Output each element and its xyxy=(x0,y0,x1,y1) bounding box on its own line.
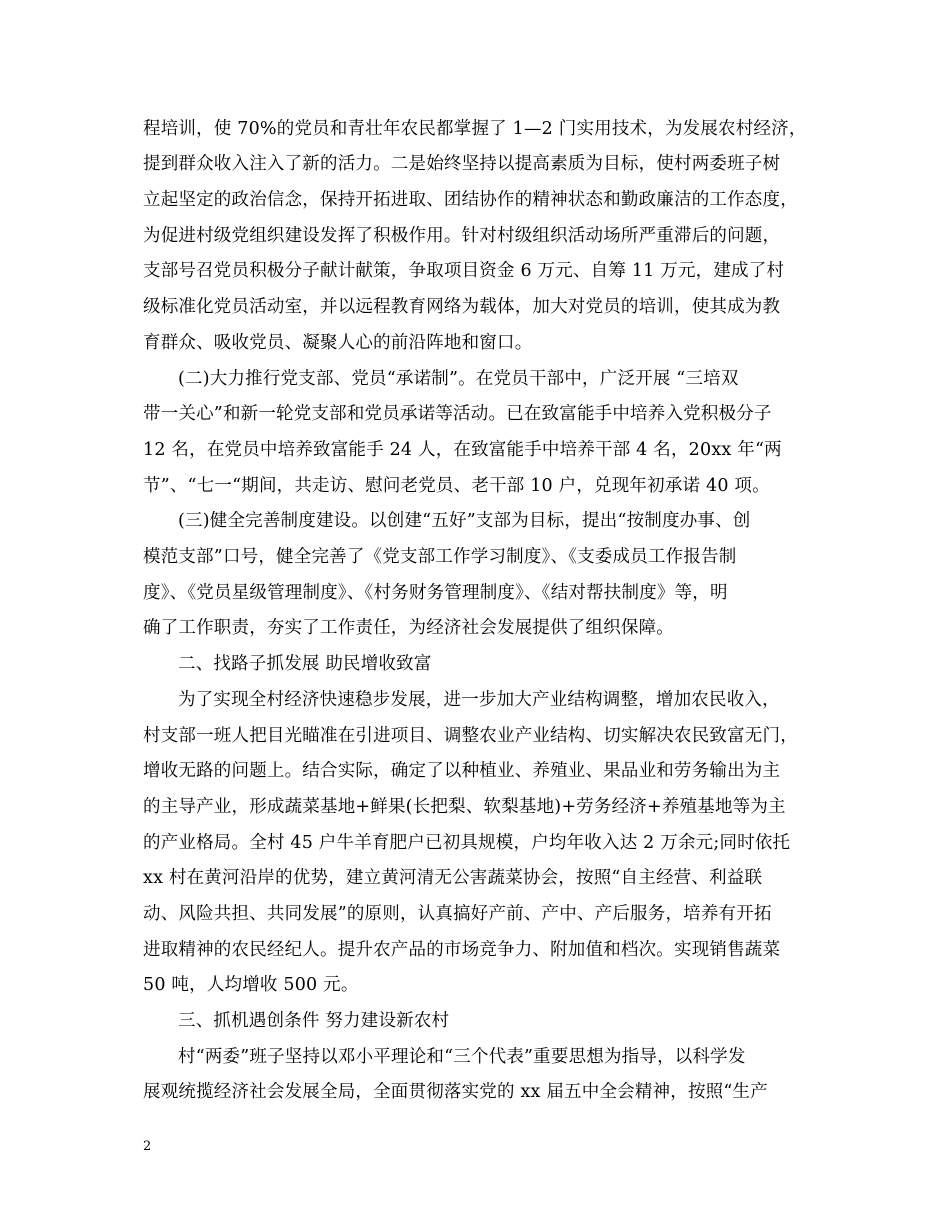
paragraph-first-line: (二)大力推行党支部、党员“承诺制”。在党员干部中，广泛开展 “三培双 xyxy=(178,369,739,389)
body-text-line: 程培训，使 70%的党员和青壮年农民都掌握了 1—2 门实用技术，为发展农村经济， xyxy=(143,119,807,139)
body-text-line: 的主导产业，形成蔬菜基地+鲜果(长把梨、软梨基地)+劳务经济+养殖基地等为主 xyxy=(143,797,786,817)
body-text-line: 动、风险共担、共同发展”的原则，认真搞好产前、产中、产后服务，培养有开拓 xyxy=(143,904,772,924)
body-text-line: 村支部一班人把目光瞄准在引进项目、调整农业产业结构、切实解决农民致富无门， xyxy=(143,726,798,746)
body-text-line: 支部号召党员积极分子献计献策，争取项目资金 6 万元、自筹 11 万元，建成了村 xyxy=(143,261,785,281)
body-text-line: xx 村在黄河沿岸的优势，建立黄河清无公害蔬菜协会，按照“自主经营、利益联 xyxy=(143,868,763,888)
body-text-line: 育群众、吸收党员、凝聚人心的前沿阵地和窗口。 xyxy=(143,333,533,353)
body-text-line: 模范支部”口号，健全完善了《党支部工作学习制度》、《支委成员工作报告制 xyxy=(143,547,737,567)
body-text-line: 增收无路的问题上。结合实际，确定了以种植业、养殖业、果品业和劳务输出为主 xyxy=(143,761,781,781)
body-text-line: 50 吨，人均增收 500 元。 xyxy=(143,975,359,995)
body-text-line: 度》、《党员星级管理制度》、《村务财务管理制度》、《结对帮扶制度》等，明 xyxy=(143,583,728,603)
page-number: 2 xyxy=(143,1139,152,1154)
body-text-line: 提到群众收入注入了新的活力。二是始终坚持以提高素质为目标，使村两委班子树 xyxy=(143,154,781,174)
body-text-line: 立起坚定的政治信念，保持开拓进取、团结协作的精神状态和勤政廉洁的工作态度， xyxy=(143,190,798,210)
body-text-line: 展观统揽经济社会发展全局，全面贯彻落实党的 xx 届五中全会精神，按照“生产 xyxy=(143,1082,768,1102)
body-text-line: 带一关心”和新一轮党支部和党员承诺等活动。已在致富能手中培养入党积极分子 xyxy=(143,404,772,424)
paragraph-first-line: 为了实现全村经济快速稳步发展，进一步加大产业结构调整，增加农民收入， xyxy=(178,690,780,710)
body-text-line: 12 名，在党员中培养致富能手 24 人，在致富能手中培养干部 4 名，20xx 年“两 xyxy=(143,440,782,460)
body-text-line: 为促进村级党组织建设发挥了积极作用。针对村级组织活动场所严重滞后的问题， xyxy=(143,226,781,246)
body-text-line: 确了工作职责，夯实了工作责任，为经济社会发展提供了组织保障。 xyxy=(143,618,674,638)
body-text-line: 级标准化党员活动室，并以远程教育网络为载体，加大对党员的培训，使其成为教 xyxy=(143,297,781,317)
paragraph-first-line: 村“两委”班子坚持以邓小平理论和“三个代表”重要思想为指导，以科学发 xyxy=(178,1047,746,1067)
body-text-line: 节”、“七一“期间，共走访、慰问老党员、老干部 10 户，兑现年初承诺 40 项。 xyxy=(143,476,770,496)
body-text-line: 进取精神的农民经纪人。提升农产品的市场竞争力、附加值和档次。实现销售蔬菜 xyxy=(143,940,781,960)
section-heading: 三、抓机遇创条件 努力建设新农村 xyxy=(178,1011,450,1031)
section-heading: 二、找路子抓发展 助民增收致富 xyxy=(178,654,432,674)
body-text-line: 的产业格局。全村 45 户牛羊育肥户已初具规模，户均年收入达 2 万余元;同时依托 xyxy=(143,833,791,853)
paragraph-first-line: (三)健全完善制度建设。以创建“五好”支部为目标，提出“按制度办事、创 xyxy=(178,511,751,531)
